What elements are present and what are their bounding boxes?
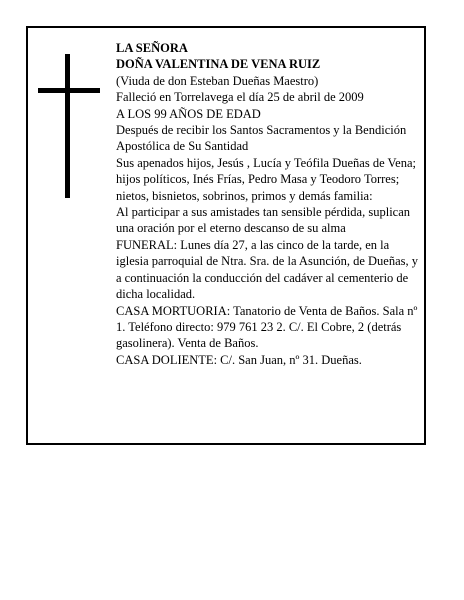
widow-of-line: (Viuda de don Esteban Dueñas Maestro) — [116, 73, 319, 88]
cross-vertical-bar — [65, 54, 70, 198]
family-paragraph: Sus apenados hijos, Jesús , Lucía y Teófila Dueñas de Vena; hijos políticos, Inés Frías, Pedro Masa y Teodoro Torres; nietos, bisnietos, sobrinos, primos y demás familia: — [116, 155, 416, 203]
obituary-notice — [26, 26, 426, 445]
cross-icon — [38, 54, 100, 198]
death-line: Falleció en Torrelavega el día 25 de abril de 2009 — [116, 90, 364, 105]
request-paragraph: Al participar a sus amistades tan sensible pérdida, suplican una oración por el eterno descanso de su alma — [116, 205, 411, 236]
obituary-text — [116, 40, 422, 368]
deceased-name: DOÑA VALENTINA DE VENA RUIZ — [116, 57, 321, 72]
cross-horizontal-bar — [38, 88, 100, 93]
home-paragraph: CASA DOLIENTE: C/. San Juan, nº 31. Dueñas. — [116, 352, 362, 367]
funeral-paragraph: FUNERAL: Lunes día 27, a las cinco de la tarde, en la iglesia parroquial de Ntra. Sra. de la Asunción, de Dueñas, y a continuación la conducción del cadáver al cementerio de dicha localidad. — [116, 237, 418, 302]
sacraments-paragraph: Después de recibir los Santos Sacramentos y la Bendición Apostólica de Su Santidad — [116, 123, 407, 154]
age-line: A LOS 99 AÑOS DE EDAD — [116, 106, 261, 121]
notice-title: LA SEÑORA — [116, 41, 188, 55]
mortuary-paragraph: CASA MORTUORIA: Tanatorio de Venta de Baños. Sala nº 1. Teléfono directo: 979 761 23 2. C/. El Cobre, 2 (detrás gasolinera). Venta de Baños. — [116, 303, 418, 351]
